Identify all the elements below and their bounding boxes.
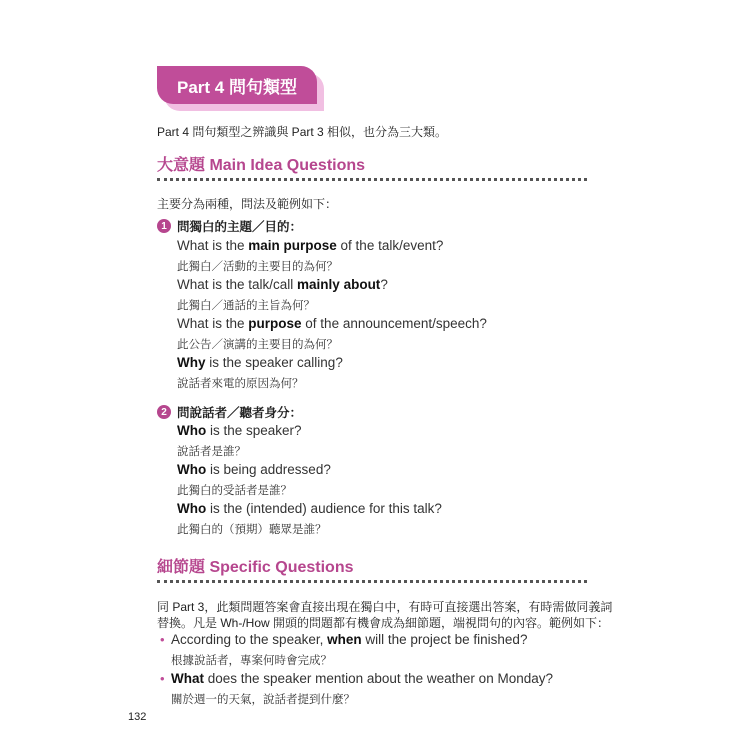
question-zh: 此獨白／活動的主要目的為何？ (177, 261, 338, 273)
specific-divider (157, 580, 587, 583)
main-idea-divider (157, 178, 587, 181)
question-en: Who is the speaker? (177, 423, 302, 438)
group-1-heading (157, 217, 302, 235)
question-en: What is the talk/call mainly about? (177, 277, 388, 292)
main-idea-desc: 主要分為兩種，問法及範例如下： (157, 197, 338, 211)
question-zh: 此獨白的（預期）聽眾是誰？ (177, 524, 327, 536)
question-zh: 說話者來電的原因為何？ (177, 378, 304, 390)
number-1-badge: 1 (157, 219, 171, 233)
number-2-badge: 2 (157, 405, 171, 419)
part-badge (157, 66, 327, 112)
question-zh: 此公告／演講的主要目的為何？ (177, 339, 338, 351)
group-2-heading (157, 403, 302, 421)
part-badge-label: Part 4 問句類型 (157, 66, 317, 104)
question-zh: 說話者是誰？ (177, 446, 246, 458)
bullet-dot: • (160, 632, 165, 647)
specific-para-line-1: 同 Part 3，此類問題答案會直接出現在獨白中，有時可直接選出答案，有時需做同義詞 (157, 600, 613, 614)
question-en: What is the main purpose of the talk/event? (177, 238, 444, 253)
bullet-dot: • (160, 671, 165, 686)
question-en: What is the purpose of the announcement/speech? (177, 316, 487, 331)
question-zh: 根據說話者，專案何時會完成？ (171, 655, 332, 667)
question-zh: 關於週一的天氣，說話者提到什麼？ (171, 694, 355, 706)
question-en: What does the speaker mention about the weather on Monday? (171, 671, 553, 686)
question-en: Why is the speaker calling? (177, 355, 343, 370)
question-zh: 此獨白／通話的主旨為何？ (177, 300, 315, 312)
specific-para-line-2: 替換。凡是 Wh-/How 開頭的問題都有機會成為細節題，端視問句的內容。範例如下： (157, 616, 610, 630)
question-en: Who is the (intended) audience for this talk? (177, 501, 442, 516)
main-idea-title: 大意題 Main Idea Questions (157, 157, 366, 174)
intro-text: Part 4 問句類型之辨識與 Part 3 相似，也分為三大類。 (157, 125, 448, 139)
specific-title: 細節題 Specific Questions (157, 559, 354, 576)
group-1-title: 問獨白的主題／目的： (177, 220, 303, 234)
question-en: Who is being addressed? (177, 462, 331, 477)
question-zh: 此獨白的受話者是誰？ (177, 485, 292, 497)
group-2-title: 問說話者／聽者身分： (177, 406, 303, 420)
question-en: According to the speaker, when will the project be finished? (171, 632, 528, 647)
page-number: 132 (128, 711, 147, 723)
